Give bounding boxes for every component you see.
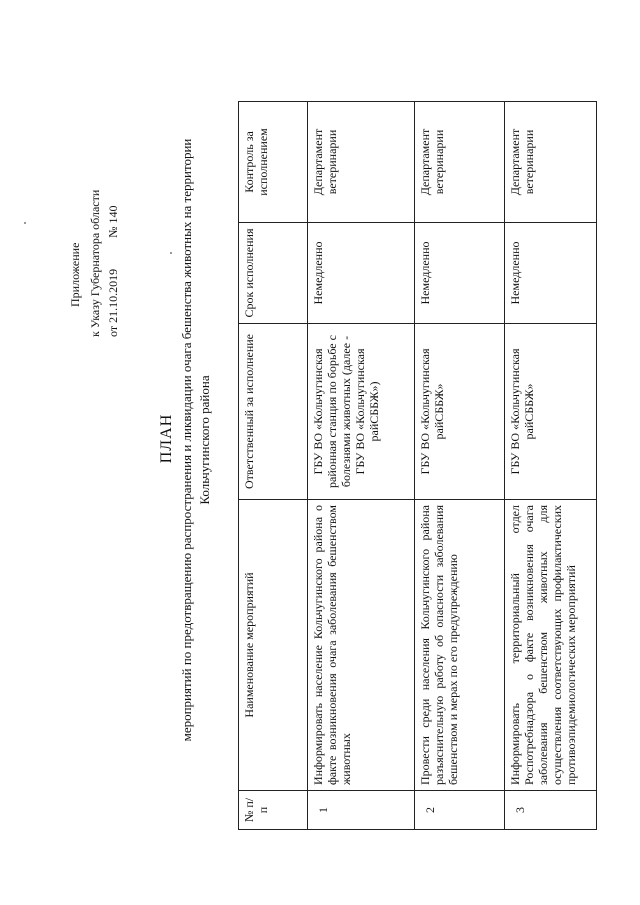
responsible-party: ГБУ ВО «Кольчугинская районная станция по борьбе с болезнями животных (далее - ГБУ ВО «Кольчугинская райСББЖ») — [308, 324, 415, 500]
page-subtitle — [178, 110, 214, 770]
subtitle-line-2: Кольчугинского района — [197, 375, 212, 505]
row-number: 1 — [308, 791, 415, 830]
column-header-number: № п/п — [239, 791, 308, 830]
column-header-control: Контроль за исполнением — [239, 102, 308, 223]
column-header-responsible: Ответственный за исполнение — [239, 324, 308, 500]
appendix-label: Приложение — [68, 242, 82, 307]
decree-reference: к Указу Губернатора области — [88, 189, 102, 337]
measure-name: Провести среди населения Кольчугинского района разъяснительную работу об опасности заболевания бешенством и мерах по его предупреждению — [415, 500, 505, 791]
execution-term: Немедленно — [415, 223, 505, 324]
measure-name: Информировать население Кольчугинского района о факте возникновения очага заболевания бешенством животных — [308, 500, 415, 791]
scan-speck — [24, 222, 26, 224]
measure-name: Информировать территориальный отдел Роспотребнадзора о факте возникновения очага заболевания бешенством животных для осуществления соответствующих профилактических противоэпидемиологических мероприятий — [505, 500, 597, 791]
responsible-party: ГБУ ВО «Кольчугинская райСББЖ» — [505, 324, 597, 500]
page-title: ПЛАН — [158, 413, 175, 464]
execution-term: Немедленно — [505, 223, 597, 324]
column-header-term: Срок исполнения — [239, 223, 308, 324]
date-line — [106, 97, 120, 337]
control-authority: Департамент ветеринарии — [505, 102, 597, 223]
control-authority: Департамент ветеринарии — [415, 102, 505, 223]
execution-term: Немедленно — [308, 223, 415, 324]
decree-date: 21.10.2019 — [106, 268, 120, 323]
subtitle-line-1: мероприятий по предотвращению распространения и ликвидации очага бешенства животных на территории — [179, 138, 194, 742]
table-header-row — [239, 102, 308, 830]
table-row — [308, 102, 415, 830]
scan-speck — [170, 252, 172, 254]
document-header — [68, 97, 120, 337]
control-authority: Департамент ветеринарии — [308, 102, 415, 223]
row-number: 2 — [415, 791, 505, 830]
number-prefix: № — [106, 226, 120, 238]
column-header-name: Наименование мероприятий — [239, 500, 308, 791]
decree-number: 140 — [106, 205, 120, 224]
table-row — [415, 102, 505, 830]
plan-table — [238, 101, 597, 830]
responsible-party: ГБУ ВО «Кольчугинская райСББЖ» — [415, 324, 505, 500]
table-row — [505, 102, 597, 830]
row-number: 3 — [505, 791, 597, 830]
date-prefix: от — [106, 325, 120, 337]
